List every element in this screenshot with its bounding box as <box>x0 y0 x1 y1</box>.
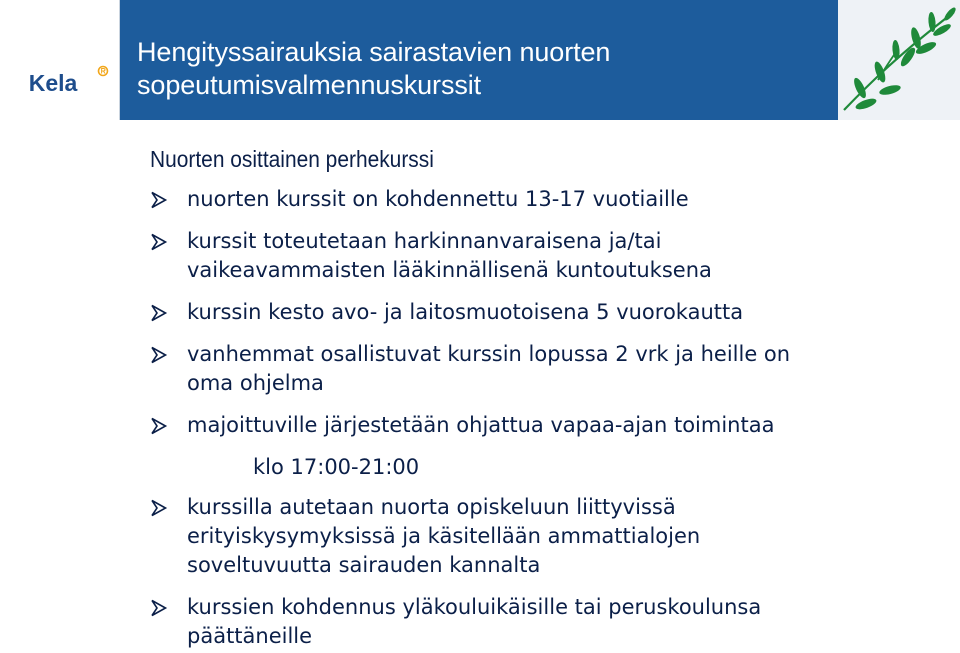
bullet-text: kurssilla autetaan nuorta opiskeluun liittyvissä erityiskysymyksissä ja käsitellään ammattialojen soveltuvuutta sairauden kannalta <box>187 495 701 577</box>
arrow-bullet-icon <box>150 599 168 617</box>
kela-logo <box>0 0 120 120</box>
slide-content <box>0 120 960 653</box>
title-band <box>120 0 838 120</box>
slide-title <box>137 36 610 102</box>
olive-branch-decoration <box>838 0 960 120</box>
arrow-bullet-icon <box>150 304 168 322</box>
title-line-1: Hengityssairauksia sairastavien nuorten <box>137 37 611 67</box>
bullet-text: nuorten kurssit on kohdennettu 13-17 vuotiaille <box>187 187 689 211</box>
slide-header <box>0 0 960 120</box>
bullet-text: majoittuville järjestetään ohjattua vapaa-ajan toimintaa <box>187 413 775 437</box>
arrow-bullet-icon <box>150 346 168 364</box>
olive-branch-icon <box>838 0 960 120</box>
registered-mark-letter <box>102 69 105 74</box>
title-line-2: sopeutumisvalmennuskurssit <box>137 70 482 100</box>
arrow-bullet-icon <box>150 417 168 435</box>
bullet-text: kurssien kohdennus yläkouluikäisille tai peruskoulunsa päättäneille <box>187 595 762 648</box>
arrow-bullet-icon <box>150 233 168 251</box>
arrow-bullet-icon <box>150 191 168 209</box>
arrow-bullet-icon <box>150 499 168 517</box>
section-heading: Nuorten osittainen perhekurssi <box>150 146 434 172</box>
kela-logo-mark <box>0 0 119 120</box>
kela-logo-text: Kela <box>28 70 78 96</box>
bullet-text: vanhemmat osallistuvat kurssin lopussa 2 vrk ja heille on oma ohjelma <box>187 342 791 395</box>
bullet-text: kurssit toteutetaan harkinnanvaraisena ja/tai vaikeavammaisten lääkinnällisenä kuntoutuksena <box>187 229 712 282</box>
bullet-text: kurssin kesto avo- ja laitosmuotoisena 5 vuorokautta <box>187 300 744 324</box>
time-note: klo 17:00-21:00 <box>253 455 420 479</box>
